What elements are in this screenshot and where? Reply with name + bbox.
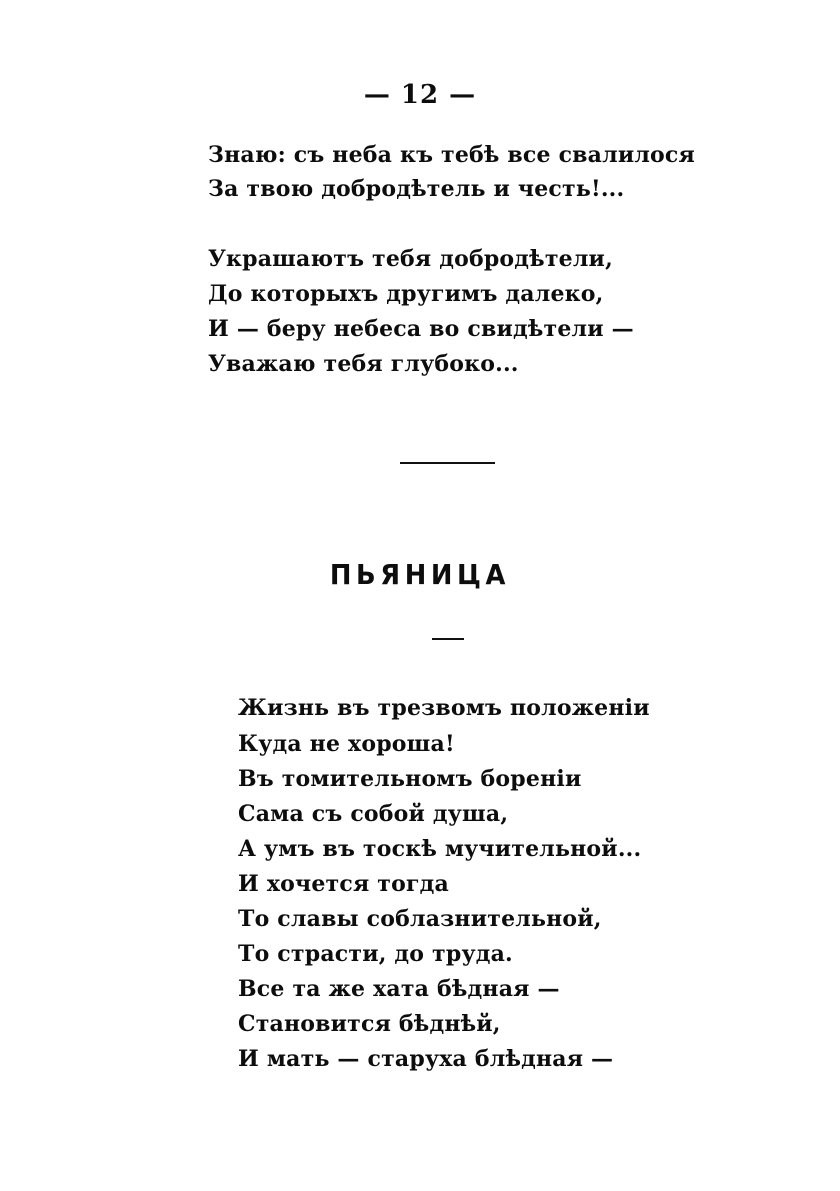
section-divider (400, 462, 495, 464)
poem-line: Знаю: съ неба къ тебѣ все свалилося (208, 142, 695, 168)
title-divider (432, 638, 464, 640)
poem-line: Куда не хороша! (238, 731, 455, 757)
poem-line: За твою добродѣтель и честь!... (208, 176, 625, 202)
poem-line: Жизнь въ трезвомъ положеніи (238, 695, 650, 721)
poem-line: Сама съ собой душа, (238, 801, 509, 827)
poem-line: То страсти, до труда. (238, 941, 513, 967)
poem-line: И хочется тогда (238, 871, 449, 897)
poem-line: Въ томительномъ бореніи (238, 766, 582, 792)
poem-line: Становится бѣднѣй, (238, 1011, 501, 1037)
poem-line: И — беру небеса во свидѣтели — (208, 316, 634, 342)
poem-line: До которыхъ другимъ далеко, (208, 281, 604, 307)
poem-title: ПЬЯНИЦА (329, 558, 511, 591)
page-number: — 12 — (363, 80, 477, 110)
poem-line: Украшаютъ тебя добродѣтели, (208, 246, 613, 272)
poem-line: Все та же хата бѣдная — (238, 976, 560, 1002)
poem-line: А умъ въ тоскѣ мучительной... (238, 836, 642, 862)
poem-line: И мать — старуха блѣдная — (238, 1046, 614, 1072)
poem-line: Уважаю тебя глубоко... (208, 351, 519, 377)
poem-line: То славы соблазнительной, (238, 906, 602, 932)
